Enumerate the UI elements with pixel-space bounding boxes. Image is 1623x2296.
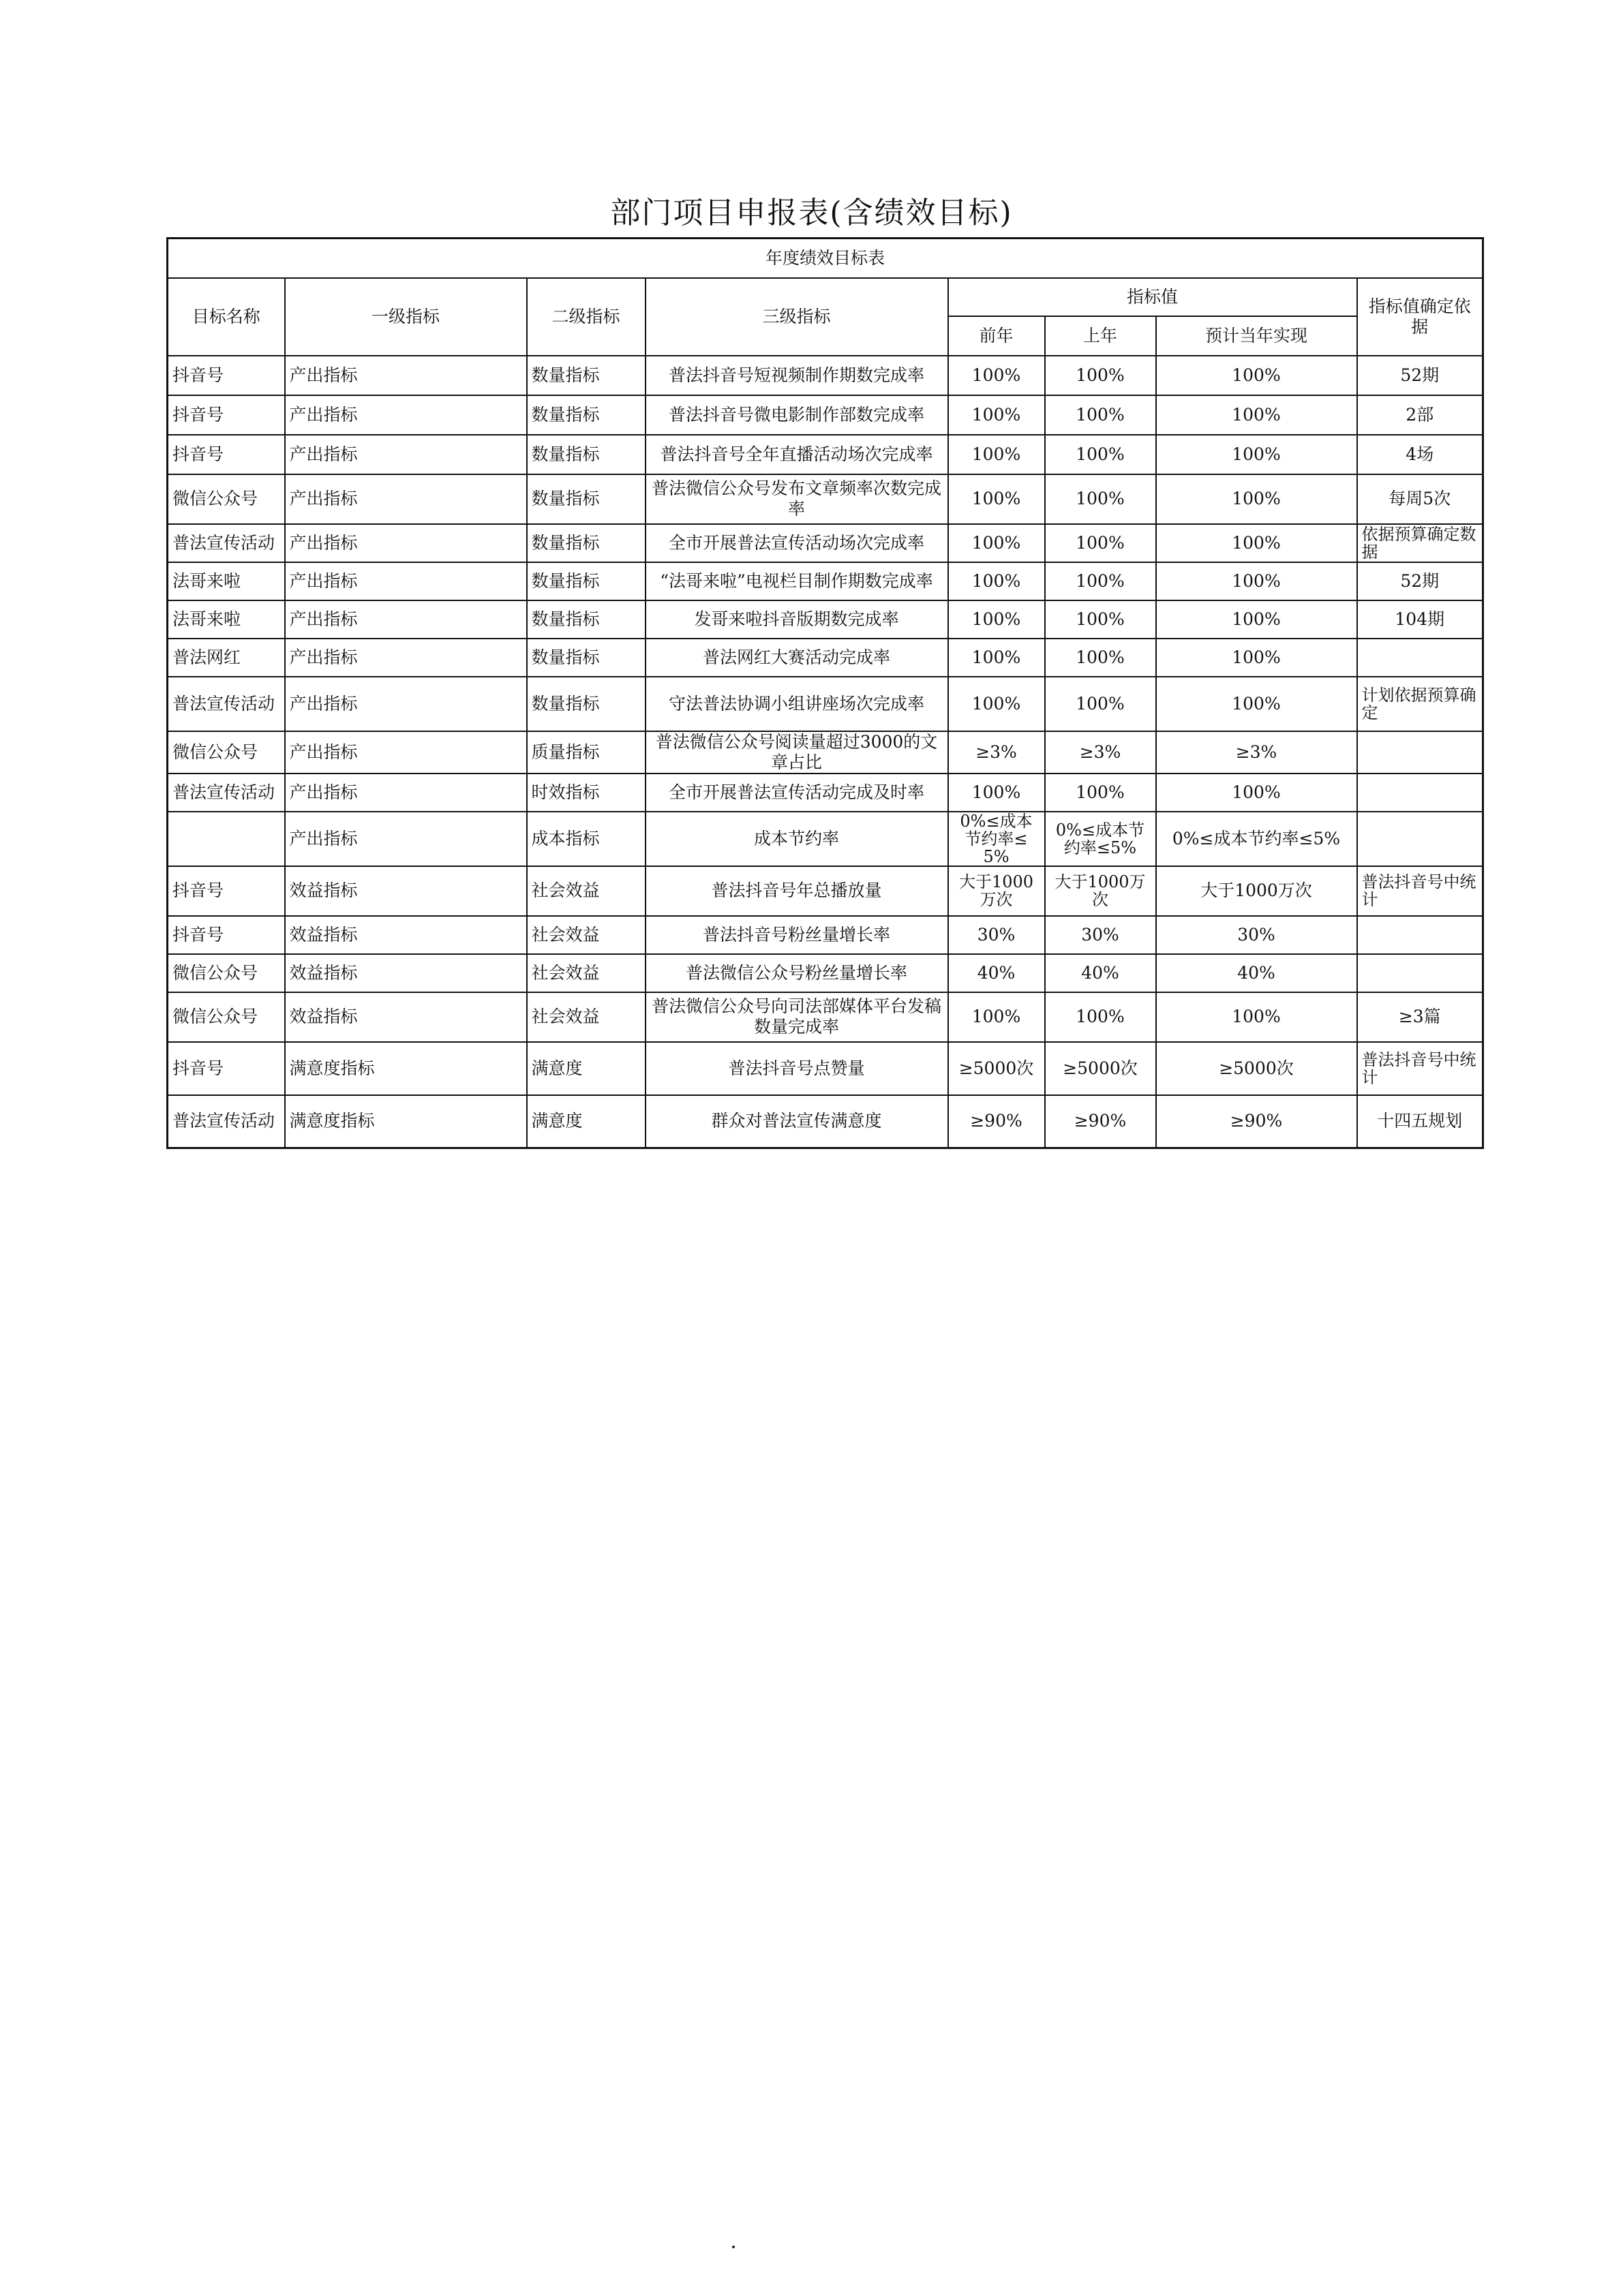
table-row [168, 395, 1483, 435]
cell-level1: 产出指标 [285, 600, 527, 639]
cell-prev-prev-year: 100% [948, 639, 1045, 677]
cell-target-name: 法哥来啦 [168, 600, 285, 639]
cell-level3: 普法抖音号全年直播活动场次完成率 [646, 435, 948, 474]
cell-target-name: 微信公众号 [168, 992, 285, 1042]
cell-basis: 依据预算确定数据 [1357, 524, 1483, 562]
cell-prev-year: 100% [1045, 395, 1156, 435]
cell-basis: 104期 [1357, 600, 1483, 639]
cell-expected: 30% [1156, 916, 1357, 954]
cell-level1: 效益指标 [285, 954, 527, 992]
cell-expected: 100% [1156, 562, 1357, 600]
cell-basis [1357, 954, 1483, 992]
cell-expected: 100% [1156, 395, 1357, 435]
cell-level2: 数量指标 [527, 356, 646, 395]
cell-expected: ≥90% [1156, 1095, 1357, 1148]
cell-prev-prev-year: 100% [948, 600, 1045, 639]
table-row [168, 812, 1483, 866]
cell-basis [1357, 812, 1483, 866]
table-row [168, 600, 1483, 639]
cell-level1: 产出指标 [285, 435, 527, 474]
cell-prev-year: 100% [1045, 524, 1156, 562]
cell-target-name: 抖音号 [168, 866, 285, 916]
table-row [168, 774, 1483, 812]
cell-target-name: 普法宣传活动 [168, 677, 285, 731]
page-mark [732, 2246, 735, 2248]
cell-prev-year: 大于1000万次 [1045, 866, 1156, 916]
header-target-name: 目标名称 [168, 278, 285, 356]
cell-level3: 普法抖音号微电影制作部数完成率 [646, 395, 948, 435]
cell-prev-year: 40% [1045, 954, 1156, 992]
cell-expected: ≥3% [1156, 731, 1357, 774]
cell-basis: 十四五规划 [1357, 1095, 1483, 1148]
cell-target-name: 抖音号 [168, 356, 285, 395]
cell-level2: 数量指标 [527, 435, 646, 474]
cell-level1: 产出指标 [285, 395, 527, 435]
cell-prev-prev-year: ≥5000次 [948, 1042, 1045, 1095]
cell-level1: 产出指标 [285, 356, 527, 395]
cell-expected: 100% [1156, 600, 1357, 639]
cell-prev-prev-year: 30% [948, 916, 1045, 954]
table-row [168, 916, 1483, 954]
cell-prev-year: ≥3% [1045, 731, 1156, 774]
cell-expected: 40% [1156, 954, 1357, 992]
cell-level3: 全市开展普法宣传活动场次完成率 [646, 524, 948, 562]
cell-target-name: 抖音号 [168, 435, 285, 474]
cell-expected: 100% [1156, 356, 1357, 395]
cell-level1: 效益指标 [285, 992, 527, 1042]
cell-prev-prev-year: 100% [948, 562, 1045, 600]
cell-basis [1357, 639, 1483, 677]
cell-expected: 100% [1156, 524, 1357, 562]
cell-level3: 普法抖音号短视频制作期数完成率 [646, 356, 948, 395]
cell-level1: 产出指标 [285, 562, 527, 600]
cell-basis [1357, 731, 1483, 774]
cell-expected: 大于1000万次 [1156, 866, 1357, 916]
cell-level2: 社会效益 [527, 916, 646, 954]
cell-level3: 群众对普法宣传满意度 [646, 1095, 948, 1148]
cell-target-name: 微信公众号 [168, 954, 285, 992]
cell-target-name: 普法宣传活动 [168, 774, 285, 812]
cell-level3: 发哥来啦抖音版期数完成率 [646, 600, 948, 639]
table-row [168, 356, 1483, 395]
cell-expected: 100% [1156, 992, 1357, 1042]
table-row [168, 1042, 1483, 1095]
cell-level2: 数量指标 [527, 639, 646, 677]
cell-expected: 100% [1156, 435, 1357, 474]
cell-prev-prev-year: 0%≤成本节约率≤5% [948, 812, 1045, 866]
cell-level2: 数量指标 [527, 524, 646, 562]
table-row [168, 435, 1483, 474]
cell-expected: 100% [1156, 677, 1357, 731]
cell-prev-year: 100% [1045, 600, 1156, 639]
cell-level1: 产出指标 [285, 774, 527, 812]
cell-prev-prev-year: 100% [948, 356, 1045, 395]
table-row [168, 866, 1483, 916]
header-basis: 指标值确定依据 [1357, 278, 1483, 356]
cell-level2: 数量指标 [527, 395, 646, 435]
table-row [168, 524, 1483, 562]
table-row [168, 992, 1483, 1042]
cell-prev-year: 100% [1045, 639, 1156, 677]
cell-prev-prev-year: 100% [948, 992, 1045, 1042]
cell-basis: 4场 [1357, 435, 1483, 474]
cell-target-name: 抖音号 [168, 916, 285, 954]
cell-level3: 普法微信公众号粉丝量增长率 [646, 954, 948, 992]
cell-level2: 质量指标 [527, 731, 646, 774]
table-caption: 年度绩效目标表 [168, 239, 1483, 278]
header-level1: 一级指标 [285, 278, 527, 356]
table-row [168, 1095, 1483, 1148]
cell-level1: 产出指标 [285, 639, 527, 677]
cell-expected: 100% [1156, 774, 1357, 812]
cell-prev-year: 100% [1045, 474, 1156, 524]
cell-prev-prev-year: ≥90% [948, 1095, 1045, 1148]
cell-level1: 产出指标 [285, 812, 527, 866]
cell-target-name: 普法宣传活动 [168, 524, 285, 562]
cell-level3: 普法微信公众号向司法部媒体平台发稿数量完成率 [646, 992, 948, 1042]
cell-prev-prev-year: 100% [948, 524, 1045, 562]
cell-level2: 成本指标 [527, 812, 646, 866]
cell-prev-prev-year: 100% [948, 677, 1045, 731]
cell-level3: 普法抖音号粉丝量增长率 [646, 916, 948, 954]
cell-level3: 全市开展普法宣传活动完成及时率 [646, 774, 948, 812]
table-row [168, 731, 1483, 774]
cell-level1: 产出指标 [285, 677, 527, 731]
cell-level2: 社会效益 [527, 954, 646, 992]
cell-basis: 普法抖音号中统计 [1357, 866, 1483, 916]
cell-prev-year: ≥5000次 [1045, 1042, 1156, 1095]
cell-prev-year: 30% [1045, 916, 1156, 954]
header-level3: 三级指标 [646, 278, 948, 356]
cell-basis [1357, 774, 1483, 812]
cell-level3: 普法网红大赛活动完成率 [646, 639, 948, 677]
cell-level1: 效益指标 [285, 866, 527, 916]
cell-target-name: 抖音号 [168, 1042, 285, 1095]
cell-level2: 社会效益 [527, 866, 646, 916]
cell-level2: 满意度 [527, 1042, 646, 1095]
cell-level3: 普法抖音号年总播放量 [646, 866, 948, 916]
cell-expected: 0%≤成本节约率≤5% [1156, 812, 1357, 866]
table-row [168, 677, 1483, 731]
cell-level2: 数量指标 [527, 562, 646, 600]
cell-level2: 时效指标 [527, 774, 646, 812]
cell-prev-prev-year: 100% [948, 435, 1045, 474]
cell-target-name: 普法网红 [168, 639, 285, 677]
cell-prev-year: 100% [1045, 992, 1156, 1042]
cell-target-name [168, 812, 285, 866]
table-row [168, 474, 1483, 524]
header-prev-year: 上年 [1045, 316, 1156, 356]
cell-level3: 普法微信公众号发布文章频率次数完成率 [646, 474, 948, 524]
cell-prev-prev-year: 大于1000万次 [948, 866, 1045, 916]
cell-expected: 100% [1156, 474, 1357, 524]
cell-basis: ≥3篇 [1357, 992, 1483, 1042]
cell-level2: 社会效益 [527, 992, 646, 1042]
cell-level3: 守法普法协调小组讲座场次完成率 [646, 677, 948, 731]
header-prev-prev-year: 前年 [948, 316, 1045, 356]
table-row [168, 562, 1483, 600]
cell-expected: ≥5000次 [1156, 1042, 1357, 1095]
cell-level1: 效益指标 [285, 916, 527, 954]
page-title: 部门项目申报表(含绩效目标) [610, 196, 1013, 230]
cell-basis: 普法抖音号中统计 [1357, 1042, 1483, 1095]
cell-level2: 数量指标 [527, 677, 646, 731]
cell-prev-prev-year: 100% [948, 474, 1045, 524]
table-row [168, 639, 1483, 677]
cell-level2: 满意度 [527, 1095, 646, 1148]
cell-basis: 2部 [1357, 395, 1483, 435]
performance-target-table [166, 237, 1484, 1149]
cell-prev-year: ≥90% [1045, 1095, 1156, 1148]
cell-prev-year: 0%≤成本节约率≤5% [1045, 812, 1156, 866]
cell-basis [1357, 916, 1483, 954]
cell-level3: 普法微信公众号阅读量超过3000的文章占比 [646, 731, 948, 774]
header-level2: 二级指标 [527, 278, 646, 356]
cell-basis: 每周5次 [1357, 474, 1483, 524]
header-expected: 预计当年实现 [1156, 316, 1357, 356]
cell-prev-prev-year: ≥3% [948, 731, 1045, 774]
cell-prev-year: 100% [1045, 562, 1156, 600]
cell-basis: 计划依据预算确定 [1357, 677, 1483, 731]
cell-prev-year: 100% [1045, 356, 1156, 395]
cell-level3: 成本节约率 [646, 812, 948, 866]
cell-level3: “法哥来啦”电视栏目制作期数完成率 [646, 562, 948, 600]
cell-level2: 数量指标 [527, 600, 646, 639]
cell-prev-prev-year: 100% [948, 774, 1045, 812]
cell-level1: 产出指标 [285, 524, 527, 562]
header-values-group: 指标值 [948, 278, 1357, 316]
cell-level1: 满意度指标 [285, 1042, 527, 1095]
cell-level2: 数量指标 [527, 474, 646, 524]
cell-level1: 产出指标 [285, 731, 527, 774]
cell-prev-year: 100% [1045, 677, 1156, 731]
cell-target-name: 法哥来啦 [168, 562, 285, 600]
cell-level3: 普法抖音号点赞量 [646, 1042, 948, 1095]
cell-prev-year: 100% [1045, 774, 1156, 812]
table-row [168, 954, 1483, 992]
cell-prev-prev-year: 40% [948, 954, 1045, 992]
cell-target-name: 抖音号 [168, 395, 285, 435]
cell-target-name: 普法宣传活动 [168, 1095, 285, 1148]
cell-target-name: 微信公众号 [168, 474, 285, 524]
cell-prev-prev-year: 100% [948, 395, 1045, 435]
cell-basis: 52期 [1357, 356, 1483, 395]
cell-expected: 100% [1156, 639, 1357, 677]
cell-target-name: 微信公众号 [168, 731, 285, 774]
cell-prev-year: 100% [1045, 435, 1156, 474]
cell-level1: 满意度指标 [285, 1095, 527, 1148]
cell-level1: 产出指标 [285, 474, 527, 524]
cell-basis: 52期 [1357, 562, 1483, 600]
